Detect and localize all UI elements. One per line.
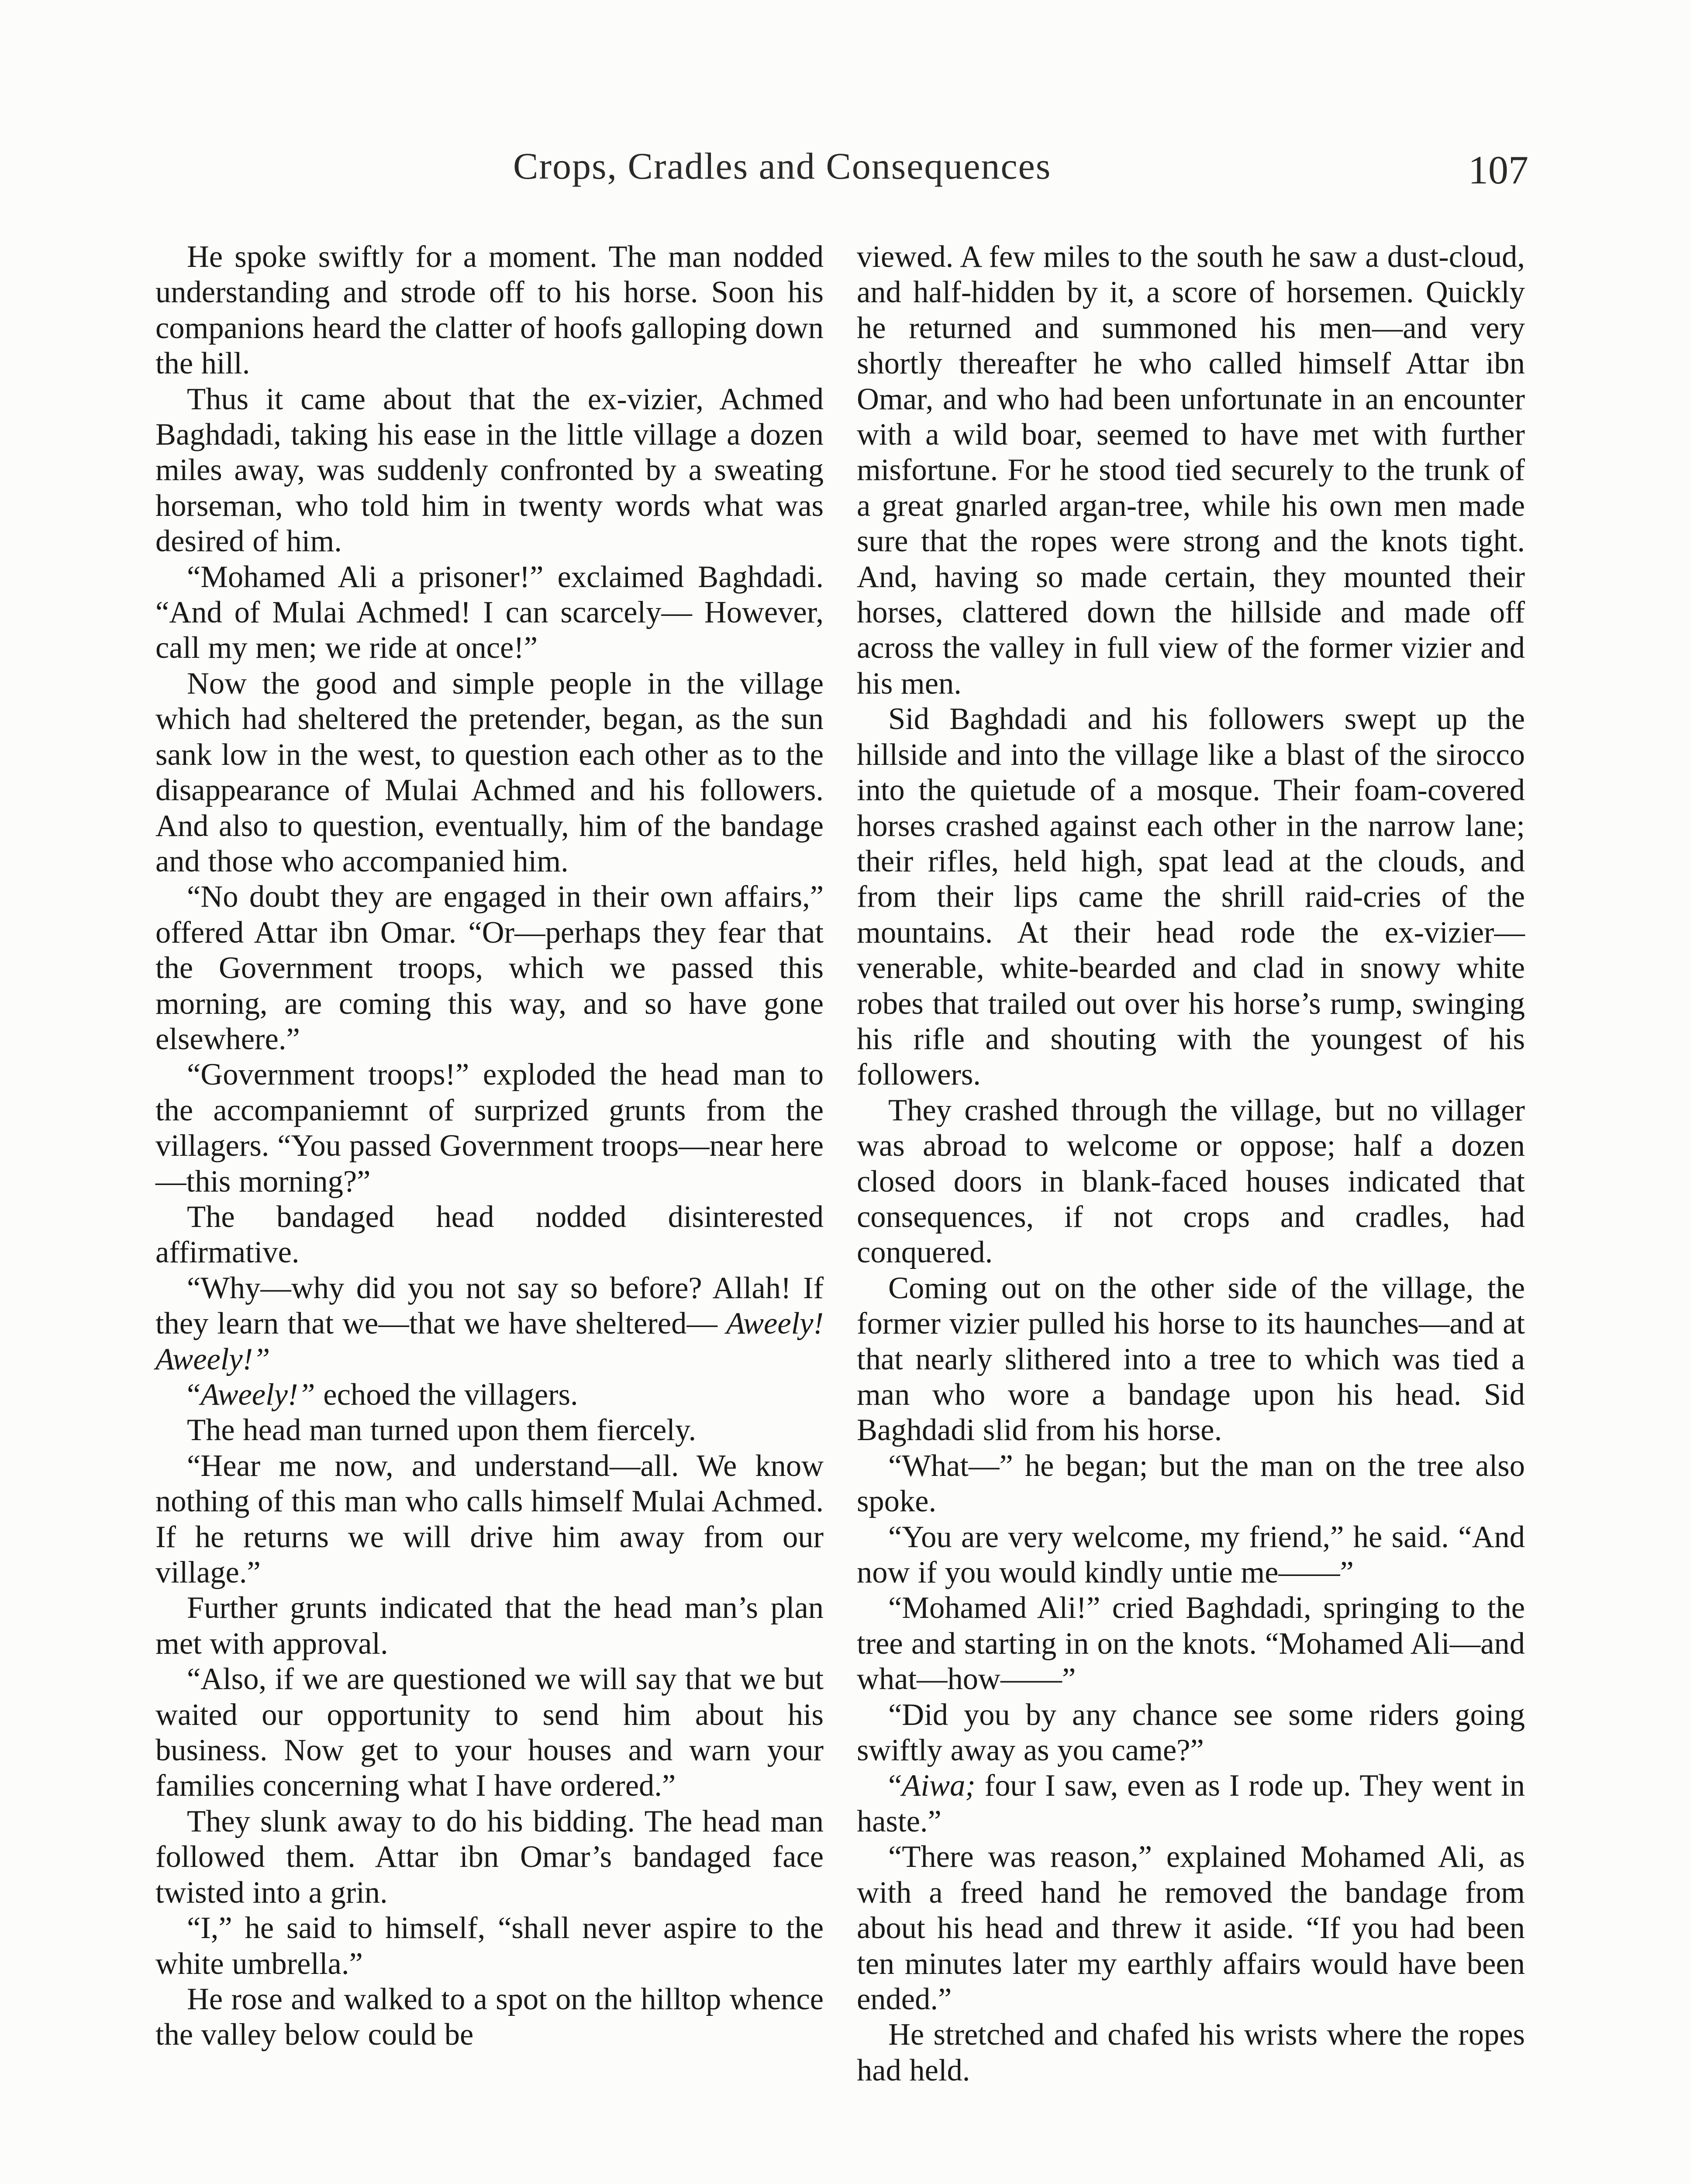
- paragraph: [155, 1662, 824, 1804]
- paragraph: [155, 1057, 824, 1199]
- page-number: 107: [1468, 148, 1528, 192]
- paragraph: [857, 1093, 1525, 1271]
- paragraph: [857, 1697, 1525, 1769]
- paragraph-text: “Why—why did you not say so before? Allah! If they learn that we—that we have sheltered—: [155, 1271, 824, 1341]
- paragraph: [155, 1199, 824, 1271]
- paragraph: [155, 666, 824, 879]
- paragraph: [155, 1804, 824, 1911]
- paragraph: [155, 1413, 824, 1448]
- paragraph: [857, 1520, 1525, 1591]
- paragraph-text: “What—” he began; but the man on the tree also spoke.: [857, 1448, 1525, 1519]
- paragraph-text: “Mohamed Ali!” cried Baghdadi, springing to the tree and starting in on the knots. “Mohamed Ali—and what—how——”: [857, 1591, 1525, 1697]
- paragraph-text-after: four I saw, even as I rode up. They went in haste.”: [857, 1769, 1525, 1838]
- paragraph-text: “Mohamed Ali a prisoner!” exclaimed Baghdadi. “And of Mulai Achmed! I can scarcely— However, call my men; we ride at once!”: [155, 560, 824, 665]
- paragraph: [857, 2017, 1525, 2088]
- paragraph-text: “: [187, 1378, 201, 1412]
- paragraph: [857, 239, 1525, 702]
- paragraph-text-after: echoed the villagers.: [315, 1378, 578, 1412]
- paragraph-text: “: [888, 1769, 902, 1803]
- paragraph: [155, 382, 824, 560]
- paragraph-text: The head man turned upon them fiercely.: [187, 1413, 697, 1448]
- right-column: [857, 239, 1525, 2088]
- paragraph-text: He rose and walked to a spot on the hilltop whence the valley below could be: [155, 1982, 824, 2052]
- paragraph: [155, 239, 824, 382]
- paragraph: [857, 1768, 1525, 1839]
- paragraph-text: “Also, if we are questioned we will say that we but waited our opportunity to send him about his business. Now get to your houses and warn your families concerning what I have ordered.”: [155, 1662, 824, 1803]
- paragraph-text: “I,” he said to himself, “shall never aspire to the white umbrella.”: [155, 1911, 824, 1981]
- paragraph-text: “Government troops!” exploded the head man to the accompaniemnt of surprized grunts from the villagers. “You passed Government troops—near here—this morning?”: [155, 1057, 824, 1199]
- paragraph: [155, 1377, 824, 1413]
- paragraph: [155, 1982, 824, 2053]
- italic-text: Aweely!”: [200, 1378, 315, 1412]
- paragraph-text: They crashed through the village, but no villager was abroad to welcome or oppose; half a dozen closed doors in blank-faced houses indicated that consequences, if not crops and cradles, had conquered.: [857, 1093, 1525, 1270]
- paragraph: [155, 1271, 824, 1377]
- paragraph-text: They slunk away to do his bidding. The head man followed them. Attar ibn Omar’s bandaged face twisted into a grin.: [155, 1804, 824, 1910]
- paragraph-text: Further grunts indicated that the head man’s plan met with approval.: [155, 1591, 824, 1661]
- paragraph-text: “Did you by any chance see some riders going swiftly away as you came?”: [857, 1697, 1525, 1768]
- paragraph: [857, 1839, 1525, 2017]
- paragraph-text: Coming out on the other side of the village, the former vizier pulled his horse to its haunches—and at that nearly slithered into a tree to which was tied a man who wore a bandage upon his head. Sid Baghdadi slid from his horse.: [857, 1271, 1525, 1448]
- running-title: Crops, Cradles and Consequences: [513, 145, 1052, 187]
- italic-text: Aweely! Aweely!”: [155, 1306, 824, 1376]
- paragraph: [155, 1911, 824, 1982]
- paragraph-text: He stretched and chafed his wrists where the ropes had held.: [857, 2018, 1525, 2087]
- paragraph-text: “You are very welcome, my friend,” he said. “And now if you would kindly untie me——”: [857, 1520, 1525, 1590]
- paragraph-text: Sid Baghdadi and his followers swept up the hillside and into the village like a blast of the sirocco into the quietude of a mosque. Their foam-covered horses crashed against each other in the narrow lane; their rifles, held high, spat lead at the clouds, and from their lips came the shrill raid-cries of the mountains. At their head rode the ex-vizier—venerable, white-bearded and clad in snowy white robes that trailed out over his horse’s rump, swinging his rifle and shouting with the youngest of his followers.: [857, 702, 1525, 1092]
- paragraph: [857, 1448, 1525, 1520]
- paragraph-text: The bandaged head nodded disinterested affirmative.: [155, 1199, 824, 1270]
- paragraph-text: “No doubt they are engaged in their own affairs,” offered Attar ibn Omar. “Or—perhaps they fear that the Government troops, which we passed this morning, are coming this way, and so have gone elsewhere.”: [155, 880, 824, 1056]
- paragraph-text: “Hear me now, and understand—all. We know nothing of this man who calls himself Mulai Achmed. If he returns we will drive him away from our village.”: [155, 1448, 824, 1590]
- paragraph: [857, 1271, 1525, 1448]
- paragraph-text: “There was reason,” explained Mohamed Ali, as with a freed hand he removed the bandage from about his head and threw it aside. “If you had been ten minutes later my earthly affairs would have been ended.”: [857, 1840, 1525, 2016]
- italic-text: Aiwa;: [902, 1769, 976, 1803]
- left-column: [155, 239, 824, 2053]
- paragraph: [155, 560, 824, 666]
- paragraph-text: He spoke swiftly for a moment. The man nodded understanding and strode off to his horse. Soon his companions heard the clatter of hoofs galloping down the hill.: [155, 240, 824, 381]
- paragraph: [857, 702, 1525, 1092]
- paragraph-text: Now the good and simple people in the village which had sheltered the pretender, began, as the sun sank low in the west, to question each other as to the disappearance of Mulai Achmed and his followers. And also to question, eventually, him of the bandage and those who accompanied him.: [155, 666, 824, 878]
- paragraph: [155, 1448, 824, 1591]
- paragraph: [857, 1590, 1525, 1697]
- paragraph-text: Thus it came about that the ex-vizier, Achmed Baghdadi, taking his ease in the little village a dozen miles away, was suddenly confronted by a sweating horseman, who told him in twenty words what was desired of him.: [155, 382, 824, 559]
- paragraph: [155, 1590, 824, 1662]
- paragraph-text: viewed. A few miles to the south he saw a dust-cloud, and half-hidden by it, a score of horsemen. Quickly he returned and summoned his men—and very shortly thereafter he who called himself Attar ibn Omar, and who had been unfortunate in an encounter with a wild boar, seemed to have met with further misfortune. For he stood tied securely to the trunk of a great gnarled argan-tree, while his own men made sure that the ropes were strong and the knots tight. And, having so made certain, they mounted their horses, clattered down the hillside and made off across the valley in full view of the former vizier and his men.: [857, 240, 1525, 701]
- paragraph: [155, 879, 824, 1057]
- page-header: [0, 144, 1690, 201]
